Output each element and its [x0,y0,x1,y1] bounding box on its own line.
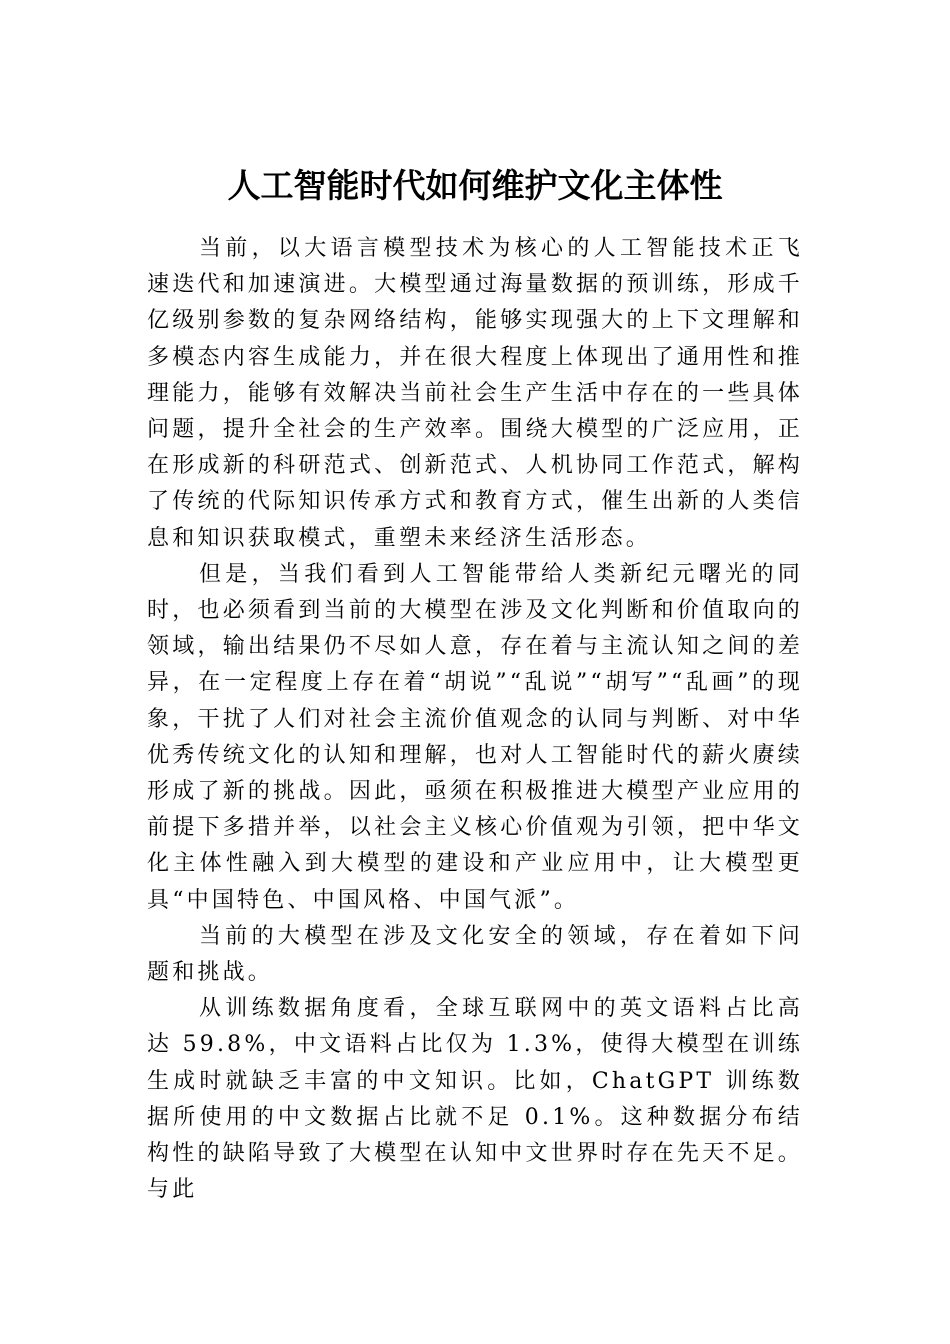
document-body [147,231,803,1208]
paragraph-1: 当前，以大语言模型技术为核心的人工智能技术正飞速迭代和加速演进。大模型通过海量数据的预训练，形成千亿级别参数的复杂网络结构，能够实现强大的上下文理解和多模态内容生成能力，并在很大程度上体现出了通用性和推理能力，能够有效解决当前社会生产生活中存在的一些具体问题，提升全社会的生产效率。围绕大模型的广泛应用，正在形成新的科研范式、创新范式、人机协同工作范式，解构了传统的代际知识传承方式和教育方式，催生出新的人类信息和知识获取模式，重塑未来经济生活形态。 [147,236,803,551]
paragraph-4: 从训练数据角度看，全球互联网中的英文语料占比高达 59.8%，中文语料占比仅为 1.3%，使得大模型在训练生成时就缺乏丰富的中文知识。比如，ChatGPT 训练数据所使用的中文数据占比就不足 0.1%。这种数据分布结构性的缺陷导致了大模型在认知中文世界时存在先天不足。与此 [147,996,803,1203]
paragraph-3: 当前的大模型在涉及文化安全的领域，存在着如下问题和挑战。 [147,923,803,986]
paragraph-2: 但是，当我们看到人工智能带给人类新纪元曙光的同时，也必须看到当前的大模型在涉及文化判断和价值取向的领域，输出结果仍不尽如人意，存在着与主流认知之间的差异，在一定程度上存在着“胡说”“乱说”“胡写”“乱画”的现象，干扰了人们对社会主流价值观念的认同与判断、对中华优秀传统文化的认知和理解，也对人工智能时代的薪火赓续形成了新的挑战。因此，亟须在积极推进大模型产业应用的前提下多措并举，以社会主义核心价值观为引领，把中华文化主体性融入到大模型的建设和产业应用中，让大模型更具“中国特色、中国风格、中国气派”。 [147,561,803,913]
document-title: 人工智能时代如何维护文化主体性 [227,166,723,205]
